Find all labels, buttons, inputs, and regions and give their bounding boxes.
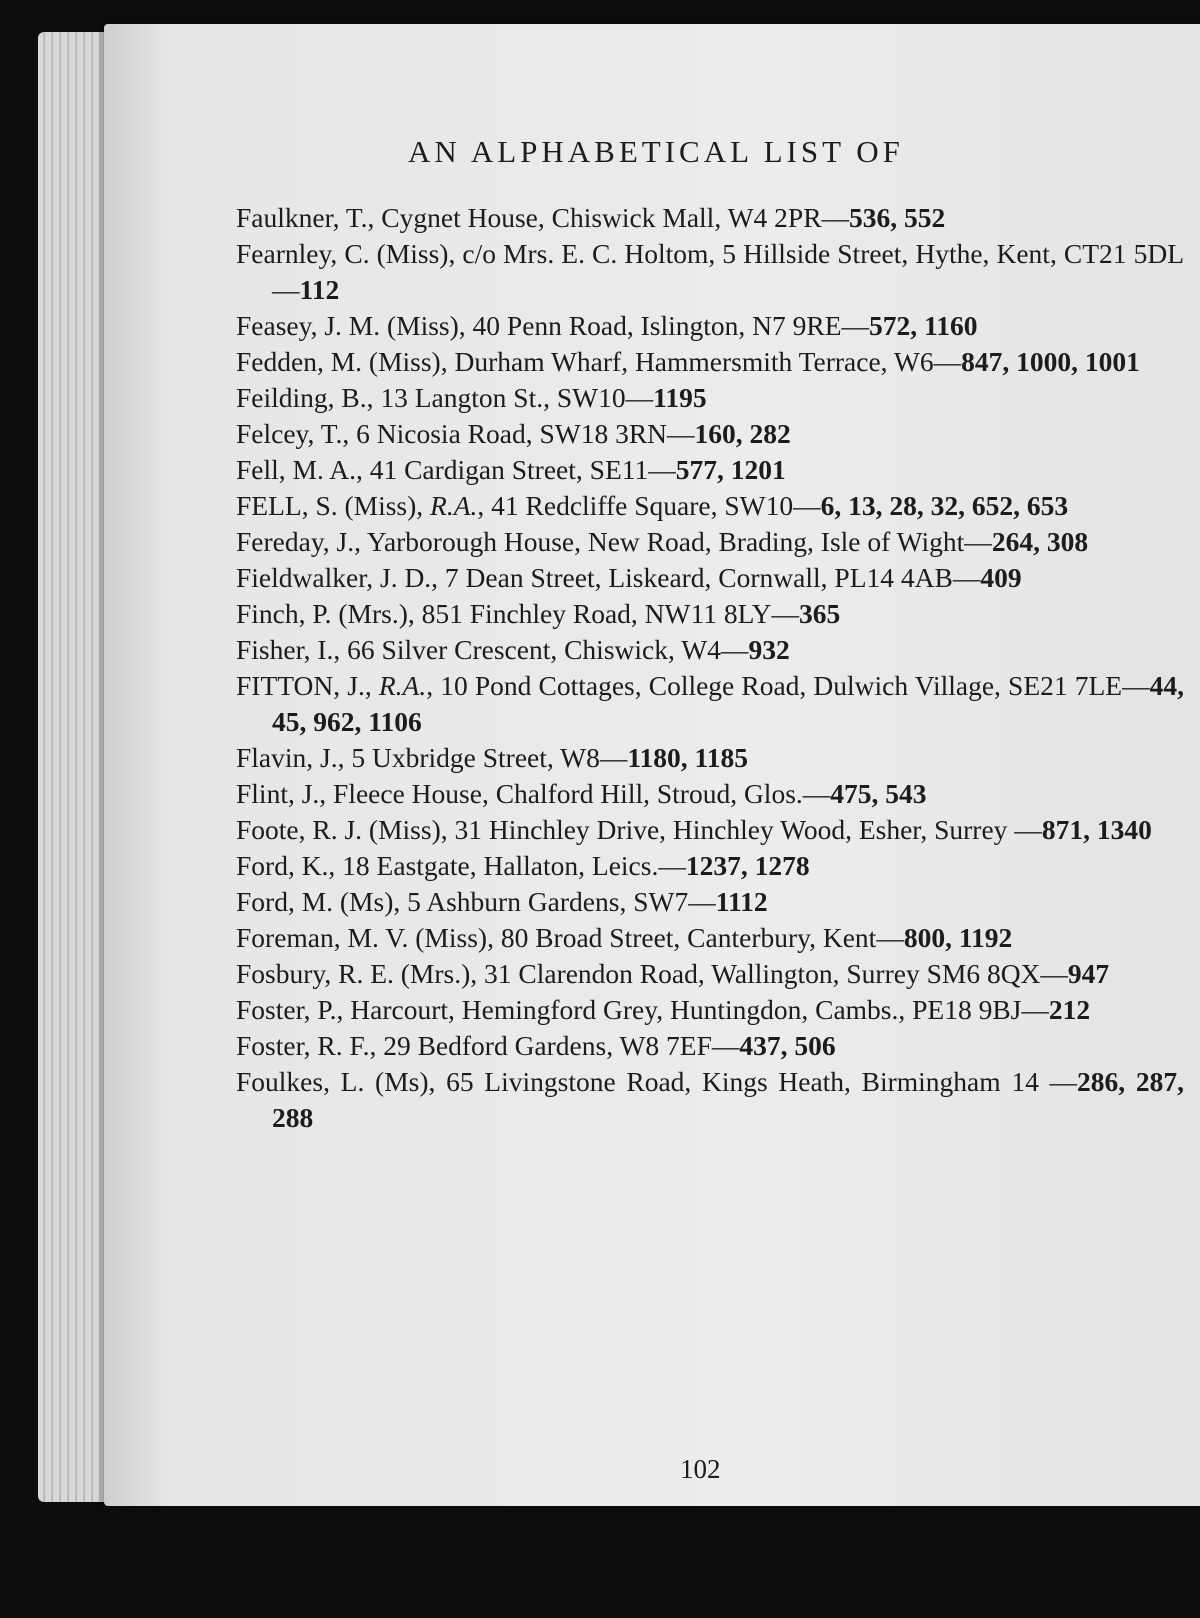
entry-address: Finch, P. (Mrs.), 851 Finchley Road, NW11 8LY— — [236, 598, 799, 629]
entry-address: Felcey, T., 6 Nicosia Road, SW18 3RN— — [236, 418, 695, 449]
list-item — [236, 524, 1184, 560]
list-item — [236, 956, 1184, 992]
entry-address: Foreman, M. V. (Miss), 80 Broad Street, Canterbury, Kent— — [236, 922, 904, 953]
list-item — [236, 416, 1184, 452]
entry-address: Ford, M. (Ms), 5 Ashburn Gardens, SW7— — [236, 886, 716, 917]
entry-references: 1237, 1278 — [685, 850, 810, 881]
entry-references: 112 — [299, 274, 340, 305]
entry-address: Fisher, I., 66 Silver Crescent, Chiswick, W4— — [236, 634, 749, 665]
entry-references: 475, 543 — [830, 778, 927, 809]
entry-references: 800, 1192 — [903, 922, 1013, 953]
list-item — [236, 740, 1184, 776]
list-item — [236, 560, 1184, 596]
entry-references: 577, 1201 — [675, 454, 786, 485]
list-item — [236, 884, 1184, 920]
entry-address: Foote, R. J. (Miss), 31 Hinchley Drive, Hinchley Wood, Esher, Surrey — — [236, 814, 1042, 845]
list-item — [236, 596, 1184, 632]
entry-address: Fosbury, R. E. (Mrs.), 31 Clarendon Road, Wallington, Surrey SM6 8QX— — [236, 958, 1068, 989]
list-item — [236, 344, 1184, 380]
list-item — [236, 380, 1184, 416]
page-number: 102 — [680, 1454, 721, 1484]
entry-address: Fearnley, C. (Miss), c/o Mrs. E. C. Holtom, 5 Hillside Street, Hythe, Kent, CT21 5DL— — [236, 238, 1184, 305]
entry-references: 437, 506 — [739, 1030, 836, 1061]
list-item — [236, 668, 1184, 740]
entry-references: 6, 13, 28, 32, 652, 653 — [820, 490, 1069, 521]
page-heading: AN ALPHABETICAL LIST OF — [408, 134, 904, 169]
entry-references: 409 — [980, 562, 1022, 593]
entry-references: 847, 1000, 1001 — [961, 346, 1140, 377]
entry-address: Foulkes, L. (Ms), 65 Livingstone Road, Kings Heath, Birmingham 14 — — [236, 1066, 1078, 1097]
list-item — [236, 1064, 1184, 1136]
entry-address: FELL, S. (Miss), — [236, 490, 431, 521]
entry-address-cont: , 10 Pond Cottages, College Road, Dulwich Village, SE21 7LE— — [426, 670, 1150, 701]
entry-references: 572, 1160 — [869, 310, 978, 341]
list-item — [236, 812, 1184, 848]
entry-address: Flavin, J., 5 Uxbridge Street, W8— — [236, 742, 628, 773]
entry-references: 947 — [1067, 958, 1110, 989]
entry-address: Flint, J., Fleece House, Chalford Hill, Stroud, Glos.— — [236, 778, 831, 809]
list-item — [236, 776, 1184, 812]
list-item — [236, 632, 1184, 668]
entry-address: Feilding, B., 13 Langton St., SW10— — [236, 382, 654, 413]
entry-address: Feasey, J. M. (Miss), 40 Penn Road, Islington, N7 9RE— — [236, 310, 869, 341]
list-item — [236, 488, 1184, 524]
list-item — [236, 236, 1184, 308]
entry-address: Fell, M. A., 41 Cardigan Street, SE11— — [236, 454, 676, 485]
entry-address: Fieldwalker, J. D., 7 Dean Street, Liskeard, Cornwall, PL14 4AB— — [236, 562, 981, 593]
entry-references: 1180, 1185 — [627, 742, 749, 773]
list-item — [236, 848, 1184, 884]
list-item — [236, 920, 1184, 956]
entry-references: 1195 — [653, 382, 707, 413]
entry-references: 286, 287, 288 — [272, 1066, 1184, 1133]
entry-references: 1112 — [715, 886, 768, 917]
entry-address: Fereday, J., Yarborough House, New Road, Brading, Isle of Wight— — [236, 526, 992, 557]
entry-references: 871, 1340 — [1041, 814, 1152, 845]
entry-references: 365 — [799, 598, 841, 629]
entry-references: 212 — [1048, 994, 1091, 1025]
entry-references: 264, 308 — [991, 526, 1089, 557]
entry-address: Foster, P., Harcourt, Hemingford Grey, Huntingdon, Cambs., PE18 9BJ— — [236, 994, 1049, 1025]
entry-address: Foster, R. F., 29 Bedford Gardens, W8 7EF— — [236, 1030, 740, 1061]
list-item — [236, 992, 1184, 1028]
entry-address: Faulkner, T., Cygnet House, Chiswick Mall, W4 2PR— — [236, 202, 850, 233]
list-item — [236, 200, 1184, 236]
entry-distinction: R.A. — [378, 670, 427, 701]
entry-address: Ford, K., 18 Eastgate, Hallaton, Leics.— — [236, 850, 686, 881]
entry-list — [236, 200, 1184, 1136]
entry-references: 932 — [748, 634, 790, 665]
entry-references: 536, 552 — [849, 202, 946, 233]
list-item — [236, 308, 1184, 344]
list-item — [236, 452, 1184, 488]
entry-distinction: R.A. — [430, 490, 478, 521]
list-item — [236, 1028, 1184, 1064]
entry-references: 160, 282 — [694, 418, 791, 449]
entry-references: 44, 45, 962, 1106 — [272, 670, 1184, 737]
entry-address-cont: , 41 Redcliffe Square, SW10— — [477, 490, 821, 521]
entry-address: FITTON, J., — [236, 670, 379, 701]
entry-address: Fedden, M. (Miss), Durham Wharf, Hammersmith Terrace, W6— — [236, 346, 962, 377]
